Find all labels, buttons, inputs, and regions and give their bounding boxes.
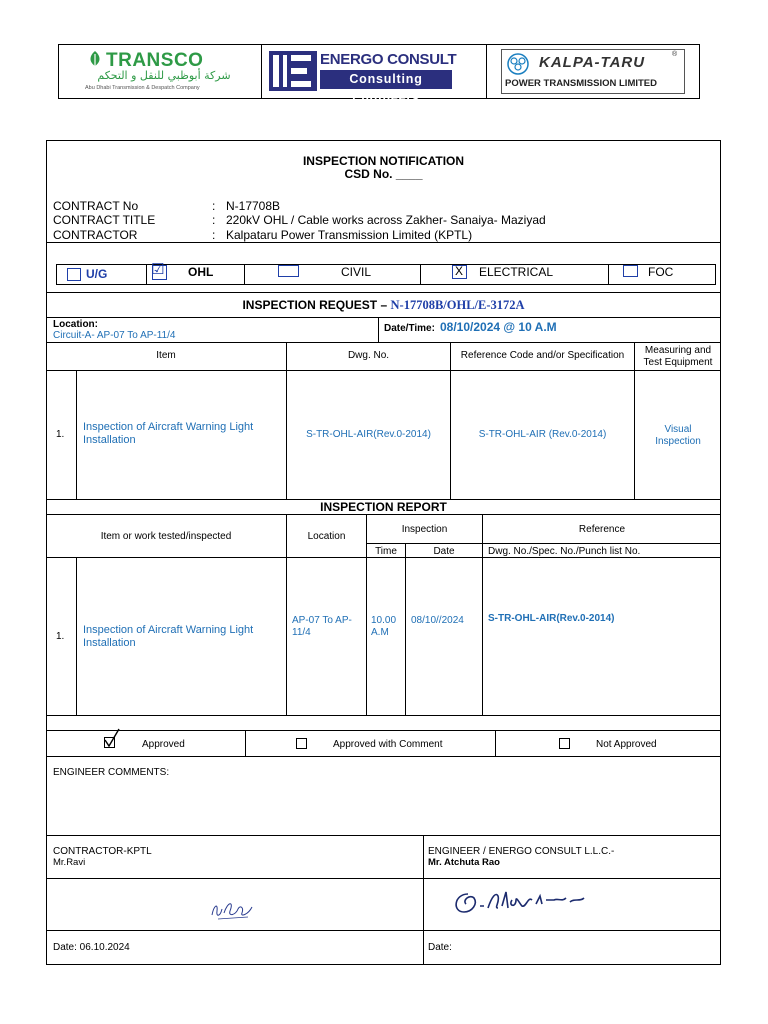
- category-ohl-checkmark: ☑: [151, 260, 165, 278]
- kalpa-tree-icon: [507, 53, 529, 75]
- report-row-date: 08/10//2024: [411, 615, 464, 626]
- engineer-comments-label: ENGINEER COMMENTS:: [53, 767, 170, 778]
- category-ug-label: U/G: [86, 267, 108, 281]
- datetime-value: 08/10/2024 @ 10 A.M: [440, 320, 557, 334]
- transco-leaf-icon: [87, 51, 103, 69]
- report-header-time: Time: [375, 546, 397, 557]
- not-approved-label: Not Approved: [596, 739, 657, 750]
- csd-number: CSD No. ____: [344, 167, 423, 181]
- energo-line2: Consulting Engineers: [320, 70, 452, 89]
- request-row-number: 1.: [56, 429, 65, 440]
- engineer-date: Date:: [428, 942, 452, 953]
- request-row-item: Inspection of Aircraft Warning Light Installation: [83, 421, 254, 446]
- category-civil-label: CIVIL: [341, 265, 372, 279]
- request-number: N-17708B/OHL/E-3172A: [390, 298, 525, 312]
- contract-no-value: N-17708B: [226, 199, 281, 213]
- request-row-ref: S-TR-OHL-AIR (Rev.0-2014): [478, 429, 607, 440]
- kalpa-sub: POWER TRANSMISSION LIMITED: [505, 78, 657, 89]
- report-header-date: Date: [433, 546, 455, 557]
- category-ohl-label: OHL: [188, 265, 214, 279]
- approved-label: Approved: [142, 739, 185, 750]
- transco-name: TRANSCO: [106, 50, 204, 71]
- transco-arabic: شركة أبوظبي للنقل و التحكم: [97, 69, 231, 82]
- location-value: Circuit-A- AP-07 To AP-11/4: [53, 330, 176, 341]
- contractor-date: Date: 06.10.2024: [53, 942, 130, 953]
- approved-with-comment-label: Approved with Comment: [333, 739, 443, 750]
- report-header-inspection: Inspection: [401, 524, 448, 535]
- request-header-dwg: Dwg. No.: [347, 350, 390, 361]
- category-foc-label: FOC: [648, 265, 674, 279]
- approved-with-comment-checkbox[interactable]: [296, 738, 307, 749]
- report-header-reference-sub: Dwg. No./Spec. No./Punch list No.: [488, 546, 641, 557]
- category-ug-checkbox[interactable]: [67, 268, 81, 281]
- kalpa-logo: [487, 45, 699, 98]
- contract-no-colon: :: [212, 199, 216, 213]
- energo-line1: ENERGO CONSULT: [320, 51, 457, 68]
- category-civil-checkbox[interactable]: [278, 265, 299, 277]
- contractor-value: Kalpataru Power Transmission Limited (KPTL): [226, 228, 473, 242]
- request-row-dwg: S-TR-OHL-AIR(Rev.0-2014): [306, 429, 431, 440]
- report-header-location: Location: [307, 531, 346, 542]
- engineer-signature: [450, 886, 590, 920]
- kalpa-reg: ®: [672, 51, 678, 58]
- report-row-number: 1.: [56, 631, 65, 642]
- inspection-request-heading: [46, 298, 721, 313]
- report-header-item: Item or work tested/inspected: [100, 531, 232, 542]
- location-label: Location:: [53, 319, 98, 330]
- report-title: INSPECTION REPORT: [320, 500, 447, 514]
- transco-sub: Abu Dhabi Transmission & Despatch Company: [85, 85, 200, 91]
- engineer-comments-field[interactable]: [48, 780, 718, 832]
- request-label: INSPECTION REQUEST –: [242, 298, 388, 312]
- logo-header: [58, 44, 700, 105]
- energo-logo: [262, 45, 487, 105]
- report-row-location: AP-07 To AP-11/4: [292, 615, 352, 638]
- category-electrical-mark: X: [455, 264, 464, 278]
- report-header-reference: Reference: [578, 524, 626, 535]
- kalpa-name: KALPA-TARU: [539, 54, 646, 71]
- category-foc-checkbox[interactable]: [623, 265, 638, 277]
- report-row-reference: S-TR-OHL-AIR(Rev.0-2014): [488, 613, 615, 624]
- contract-title-colon: :: [212, 213, 216, 227]
- contract-no-label: CONTRACT No: [53, 199, 139, 213]
- not-approved-checkbox[interactable]: [559, 738, 570, 749]
- datetime-label: Date/Time:: [384, 323, 435, 334]
- contract-title-label: CONTRACT TITLE: [53, 213, 156, 227]
- request-header-equipment: Measuring and Test Equipment: [643, 345, 713, 368]
- energo-mark-icon: [269, 51, 317, 91]
- request-header-ref: Reference Code and/or Specification: [460, 350, 625, 361]
- engineer-sign-name: Mr. Atchuta Rao: [428, 857, 500, 868]
- report-row-time: 10.00 A.M: [371, 615, 397, 638]
- contractor-colon: :: [212, 228, 216, 242]
- transco-logo: [59, 45, 262, 98]
- engineer-sign-label: ENGINEER / ENERGO CONSULT L.L.C.-: [428, 846, 615, 857]
- form-title: INSPECTION NOTIFICATION: [302, 154, 465, 168]
- request-row-equipment: Visual Inspection: [655, 424, 701, 447]
- category-electrical-label: ELECTRICAL: [479, 265, 554, 279]
- contractor-signature: [208, 897, 254, 923]
- contractor-sign-label: CONTRACTOR-KPTL: [53, 846, 152, 857]
- report-row-item: Inspection of Aircraft Warning Light Installation: [83, 624, 254, 649]
- approved-checkmark-icon: [104, 728, 120, 748]
- contractor-sign-name: Mr.Ravi: [53, 857, 86, 868]
- contract-title-value: 220kV OHL / Cable works across Zakher- Sanaiya- Maziyad: [226, 213, 546, 227]
- contractor-label: CONTRACTOR: [53, 228, 138, 242]
- request-header-item: Item: [156, 350, 176, 361]
